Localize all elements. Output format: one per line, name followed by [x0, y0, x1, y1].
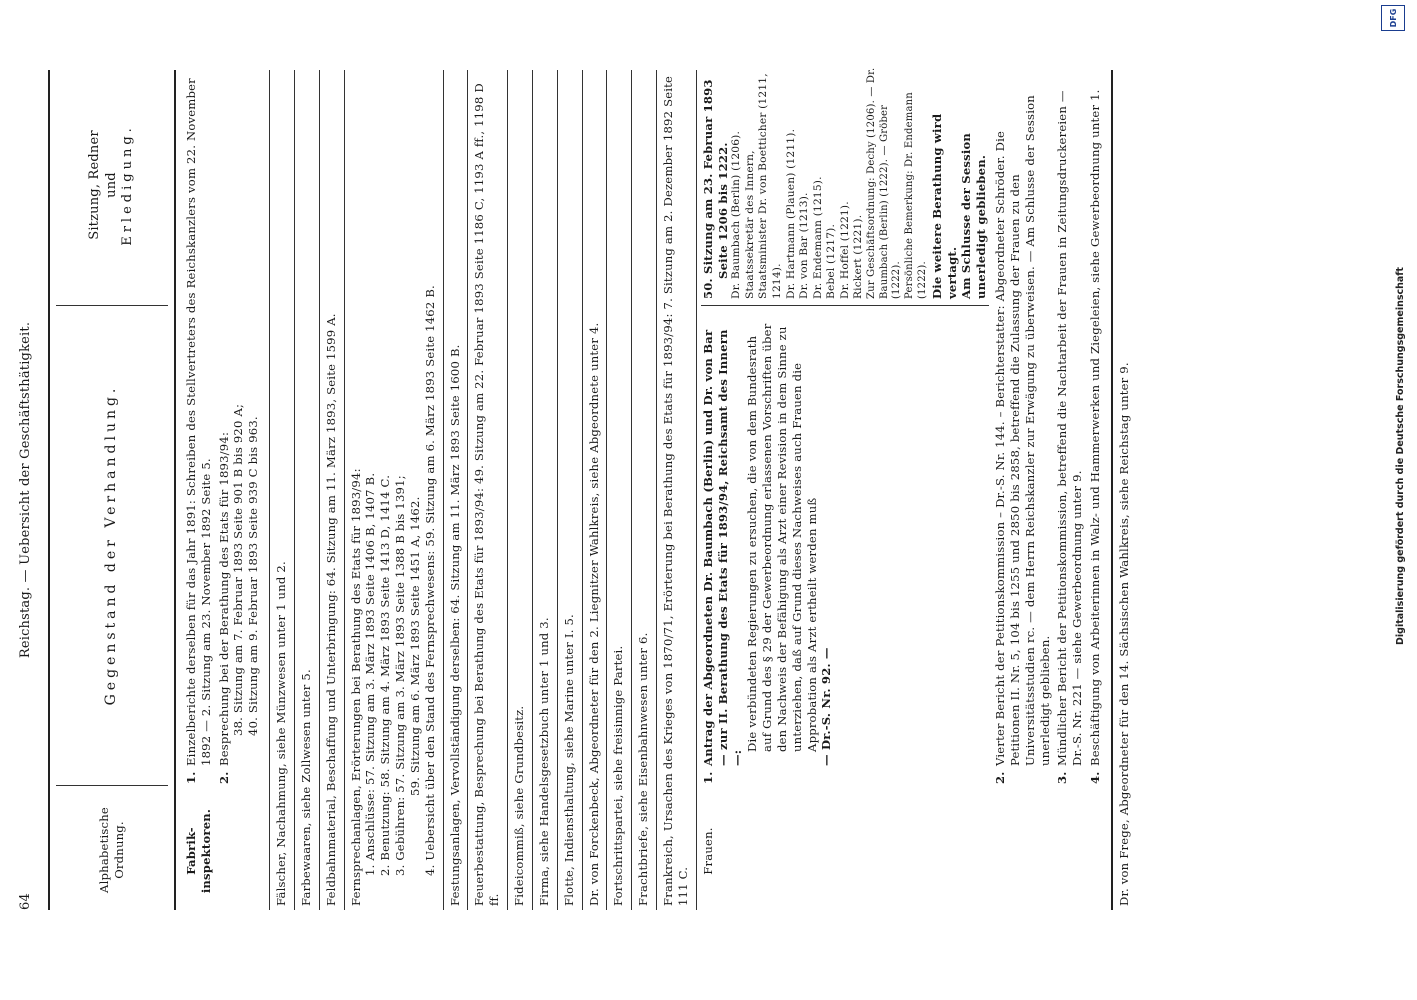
entry-item	[217, 70, 261, 784]
entry-farbewaaren: Farbewaaren, siehe Zollwesen unter 5.	[295, 70, 320, 910]
session-reference: 38. Sitzung am 7. Februar 1893 Seite 901 B bis 920 A;	[231, 403, 246, 736]
session-pages: Seite 1206 bis 1222.	[715, 142, 730, 279]
entry-fabrikinspektoren	[180, 70, 270, 910]
entry-keyword: Fabrik-inspektoren.	[184, 808, 213, 894]
entry-fortschrittspartei: Fortschrittspartei, siehe freisinnige Partei.	[607, 70, 632, 910]
speaker: Bebel (1217).	[825, 223, 838, 299]
speaker: Staatssekretär des Innern, Staatsminister Dr. von Boetticher (1211, 1214).	[743, 73, 783, 299]
entry-text: Dr. von Frege, Abgeordneter für den 14. Sächsischen Wahlkreis, siehe Reichstag unter 9.	[1116, 362, 1131, 906]
session-reference: 40. Sitzung am 9. Februar 1893 Seite 939 C bis 963.	[246, 416, 261, 736]
entry-keyword: Frauen.	[700, 827, 715, 875]
entry-faelscher: Fälscher, Nachahmung, siehe Münzwesen unter 1 und 2.	[270, 70, 295, 910]
print-reference: — Dr.-S. Nr. 92. —	[819, 647, 834, 766]
item-number: 2.	[993, 771, 1008, 784]
speaker: Dr. Baumbach (Berlin) (1206).	[730, 130, 743, 299]
page-number: 64	[18, 893, 33, 910]
register-body	[180, 67, 1137, 910]
column-header-session	[56, 70, 168, 300]
speaker: Dr. von Bar (1213).	[798, 192, 811, 299]
session-line: 50. Sitzung am 23. Februar 1893	[700, 79, 715, 299]
running-title: Reichstag. — Uebersicht der Geschäftsthätigkeit.	[18, 321, 33, 659]
item-number: 4.	[1088, 771, 1103, 784]
motion-text: Die verbündeten Regierungen zu ersuchen, die von dem Bundesrath auf Grund des § 29 der Gewerbeordnung erlassenen Vorschriften über den Nachweis der Befähigung als Arzt einer Revision in dem Sinne zu unterziehen, daß auf Grund dieses Nachweises auch Frauen die Approbation als Arzt ertheilt werden muß	[745, 323, 819, 752]
entry-subitem: 3. Gebühren: 57. Sitzung am 3. März 1893 Seite 1388 B bis 1391;	[393, 475, 408, 876]
item-number: 1.	[184, 771, 198, 784]
column-header-session-line1: Sitzung, Redner	[87, 130, 103, 240]
personal-remark: Persönliche Bemerkung: Dr. Endemann (1222).	[904, 92, 929, 299]
procedural-note: Zur Geschäftsordnung: Dechy (1206). — Dr. Baumbach (Berlin) (1222). — Gröber (1222).	[865, 67, 903, 299]
outcome: Am Schlusse der Session unerledigt geblieben.	[959, 132, 989, 299]
motion-title: Antrag der Abgeordneten Dr. Baumbach (Berlin) und Dr. von Bar — zur II. Berathung des Etats für 1893/94, Reichsamt des Innern —:	[700, 329, 745, 766]
speaker: Dr. Hoffel (1221).	[838, 201, 851, 299]
entry-frege	[1113, 70, 1137, 910]
entry-firma: Firma, siehe Handelsgesetzbuch unter 1 und 3.	[533, 70, 558, 910]
entry-fideicommiss: Fideicommiß, siehe Grundbesitz.	[508, 70, 533, 910]
speaker: Dr. Endemann (1215).	[811, 176, 824, 299]
entry-item	[993, 67, 1052, 784]
item-text: Beschäftigung von Arbeiterinnen in Walz- und Hammerwerken und Ziegeleien, siehe Gewerbeordnung unter 1.	[1088, 89, 1103, 766]
column-header-session-line3: Erledigung.	[120, 124, 136, 246]
entry-feldbahnmaterial: Feldbahnmaterial, Beschaffung und Unterbringung: 64. Sitzung am 11. März 1893, Seite 1599 A.	[320, 70, 345, 910]
entry-frauen	[697, 67, 1113, 910]
entry-subitem: 4. Uebersicht über den Stand des Fernsprechwesens: 59. Sitzung am 6. März 1893 Seite 1462 B.	[422, 285, 437, 876]
entry-subitem: 59. Sitzung am 6. März 1893 Seite 1451 A, 1462.	[407, 496, 422, 796]
running-head	[8, 70, 38, 910]
outcome: Die weitere Berathung wird vertagt.	[929, 113, 959, 299]
rotated-document-page	[0, 50, 1416, 950]
column-header-alphabetic-line1: Alphabetische	[97, 807, 112, 893]
entry-flotte: Flotte, Indiensthaltung, siehe Marine unter I. 5.	[558, 70, 583, 910]
speaker: Rickert (1221).	[852, 214, 865, 299]
column-divider	[56, 785, 168, 786]
session-column	[701, 67, 989, 306]
column-header-alphabetic	[56, 790, 168, 910]
entry-item	[701, 314, 834, 784]
header-rule-bottom	[174, 70, 176, 910]
header-rule-top	[48, 70, 50, 910]
column-header-alphabetic-line2: Ordnung.	[112, 821, 126, 879]
entry-item	[1055, 67, 1085, 784]
entry-item	[1088, 67, 1103, 784]
item-text: Mündlicher Bericht der Petitionskommission, betreffend die Nachtarbeit der Frauen in Zeitungsdruckereien — Dr.-S. Nr. 221 — siehe Gewerbeordnung unter 9.	[1055, 90, 1085, 766]
item-text: Vierter Bericht der Petitionskommission – Dr.-S. Nr. 144. – Berichterstatter: Abgeordneter Schröder. Die Petitionen II. Nr. 5, 104 bis 1255 und 2850 bis 2858, betreffend die Zulassung der Frauen zu den Universitätsstudien rc. — dem Herrn Reichskanzler zur Erwägung zu überweisen. — Am Schlusse der Session unerledigt geblieben.	[993, 95, 1052, 766]
column-divider	[56, 305, 168, 306]
entry-subitem: 2. Benutzung: 58. Sitzung am 4. März 1893 Seite 1413 D, 1414 C.	[378, 474, 393, 876]
entry-feuerbestattung: Feuerbestattung, Besprechung bei Berathung des Etats für 1893/94: 49. Sitzung am 22. Februar 1893 Seite 1186 C, 1193 A ff., 1198 D ff.	[468, 70, 508, 910]
entry-heading: Fernsprechanlagen, Erörterungen bei Berathung des Etats für 1893/94:	[348, 468, 363, 906]
entry-item	[184, 70, 214, 784]
entry-frankreich: Frankreich, Ursachen des Krieges von 1870/71, Erörterung bei Berathung des Etats für 1893/94: 7. Sitzung am 2. Dezember 1892 Seite 111 C.	[657, 70, 697, 910]
speaker: Dr. Hartmann (Plauen) (1211).	[784, 128, 797, 299]
column-header-session-line2: und	[103, 172, 119, 198]
column-header-subject: Gegenstand der Verhandlung.	[103, 384, 120, 706]
entry-subitem: 1. Anschlüsse: 57. Sitzung am 3. März 1893 Seite 1406 B, 1407 B.	[363, 472, 378, 876]
item-text: Besprechung bei der Berathung des Etats für 1893/94:	[216, 431, 231, 766]
item-number: 1.	[700, 771, 715, 784]
digitization-credit: Digitalisierung gefördert durch die Deutsche Forschungsgemeinschaft	[1395, 267, 1406, 645]
item-number: 2.	[216, 771, 231, 784]
entry-forckenbeck: Dr. von Forckenbeck, Abgeordneter für den 2. Liegnitzer Wahlkreis, siehe Abgeordnete unter 4.	[583, 70, 608, 910]
item-text: Einzelberichte derselben für das Jahr 1891: Schreiben des Stellvertreters des Reichskanzlers vom 22. November 1892 — 2. Sitzung am 23. November 1892 Seite 5.	[184, 78, 213, 766]
column-headers	[56, 70, 168, 910]
item-number: 3.	[1055, 771, 1070, 784]
dfg-logo: DFG	[1381, 5, 1405, 31]
entry-festungsanlagen: Festungsanlagen, Vervollständigung derselben: 64. Sitzung am 11. März 1893 Seite 1600 B.	[444, 70, 469, 910]
entry-frachtbriefe: Frachtbriefe, siehe Eisenbahnwesen unter 6.	[632, 70, 657, 910]
entry-fernsprechanlagen	[345, 70, 444, 910]
